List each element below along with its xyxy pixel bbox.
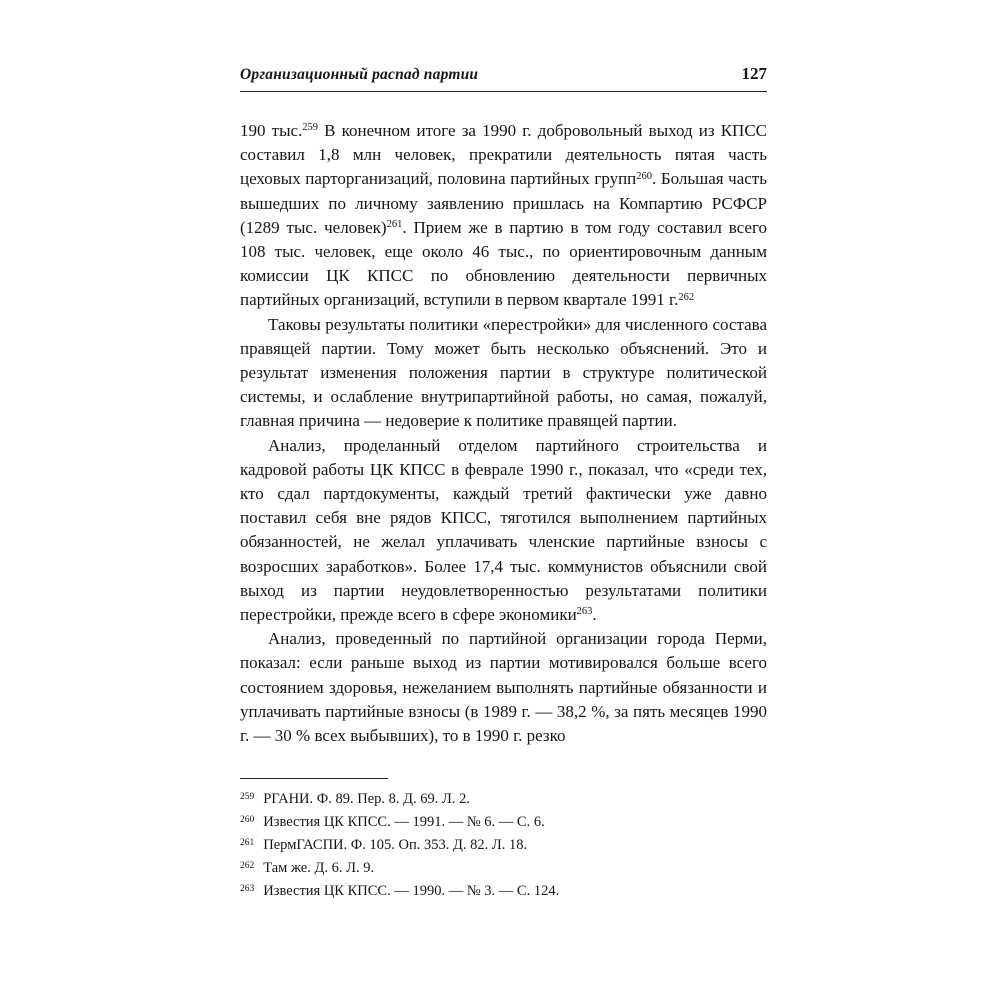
page-number: 127 xyxy=(741,64,767,83)
footnote-marker: 260 xyxy=(240,814,255,825)
footnote-text: Там же. Д. 6. Л. 9. xyxy=(263,860,375,877)
footnote-separator xyxy=(240,778,388,779)
paragraph: Анализ, проведенный по партийной организации города Перми, показал: если раньше выход из партии мотивировался больше всего состоянием здоровья, нежеланием выполнять партийные обязанности и уплачивать партийные взносы (в 1989 г. — 38,2 %, за пять месяцев 1990 г. — 30 % всех выбывших), то в 1990 г. резко xyxy=(240,629,767,746)
footnote-reference: 259 xyxy=(302,122,319,134)
footnotes-list xyxy=(240,788,767,903)
footnote-marker: 263 xyxy=(240,883,255,894)
paragraph: Таковы результаты политики «перестройки» для численного состава правящей партии. Тому может быть несколько объяснений. Это и результат изменения положения партии в структуре политической системы, и ослабление внутрипартийной работы, но самая, пожалуй, главная причина — недоверие к политике правящей партии. xyxy=(240,314,767,431)
footnote-reference: 260 xyxy=(636,170,653,182)
footnote-text: Известия ЦК КПСС. — 1991. — № 6. — С. 6. xyxy=(263,814,545,831)
footnote-reference: 263 xyxy=(576,606,593,618)
footnote xyxy=(240,834,767,857)
running-title: Организационный распад партии xyxy=(240,66,479,83)
paragraph: 190 тыс.$^{259}$ В конечном итоге за 1990 г. добровольный выход из КПСС составил 1,8 млн человек, прекратили деятельность пятая часть цеховых парторганизаций, половина партийных групп$^{260}$. Большая часть вышедших по личному заявлению пришлась на Компартию РСФСР (1289 тыс. человек)$^{261}$. Прием же в партию в том году составил всего 108 тыс. человек, еще около 46 тыс., по ориентировочным данным комиссии ЦК КПСС по обновлению деятельности первичных партийных организаций, вступили в первом квартале 1991 г.$^{262}$ xyxy=(240,121,768,310)
footnote-text: ПермГАСПИ. Ф. 105. Оп. 353. Д. 82. Л. 18. xyxy=(263,837,528,854)
paragraph: Анализ, проделанный отделом партийного строительства и кадровой работы ЦК КПСС в феврале 1990 г., показал, что «среди тех, кто сдал партдокументы, каждый третий фактически уже давно поставил себя вне рядов КПСС, тяготился выполнением партийных обязанностей, не желал уплачивать членские партийные взносы с возросших заработков». Более 17,4 тыс. коммунистов объяснили свой выход из партии неудовлетворенностью результатами политики перестройки, прежде всего в сфере экономики$^{263}$. xyxy=(240,435,767,625)
footnotes-section xyxy=(240,778,767,903)
footnote-text: Известия ЦК КПСС. — 1990. — № 3. — С. 124. xyxy=(263,883,560,900)
footnote xyxy=(240,811,767,834)
footnote-marker: 261 xyxy=(240,837,255,848)
body-text xyxy=(240,119,767,748)
footnote-reference: 261 xyxy=(386,219,403,231)
footnote xyxy=(240,880,767,903)
footnote-marker: 262 xyxy=(240,860,255,871)
footnote xyxy=(240,857,767,880)
footnote xyxy=(240,788,767,811)
footnote-text: РГАНИ. Ф. 89. Пер. 8. Д. 69. Л. 2. xyxy=(263,791,470,808)
footnote-marker: 259 xyxy=(240,791,255,802)
running-header xyxy=(240,64,767,92)
text-block xyxy=(240,64,767,903)
footnote-reference: 262 xyxy=(678,291,695,303)
